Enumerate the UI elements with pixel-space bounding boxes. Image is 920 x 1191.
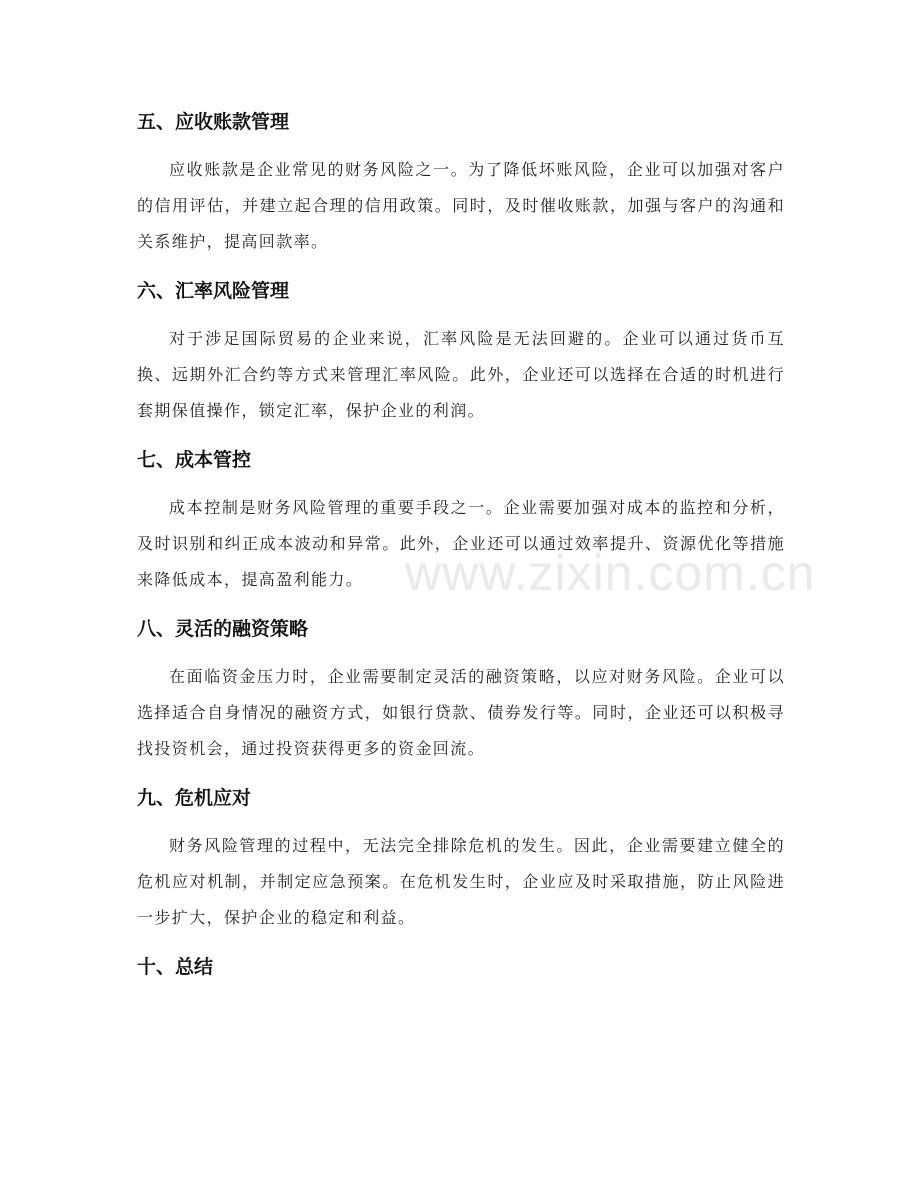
section-paragraph: 对于涉足国际贸易的企业来说，汇率风险是无法回避的。企业可以通过货币互换、远期外汇合约等方式来管理汇率风险。此外，企业还可以选择在合适的时机进行套期保值操作，锁定汇率，保护企业的利润。 bbox=[137, 329, 785, 420]
section-heading: 十、总结 bbox=[137, 956, 214, 978]
watermark: www.zixin.com.cn bbox=[405, 545, 816, 601]
section-paragraph: 应收账款是企业常见的财务风险之一。为了降低坏账风险，企业可以加强对客户的信用评估，并建立起合理的信用政策。同时，及时催收账款，加强与客户的沟通和关系维护，提高回款率。 bbox=[137, 160, 785, 251]
section-cost-control bbox=[137, 442, 785, 598]
section-financing-strategy bbox=[137, 611, 785, 767]
section-crisis-response bbox=[137, 780, 785, 936]
section-paragraph: 成本控制是财务风险管理的重要手段之一。企业需要加强对成本的监控和分析，及时识别和纠正成本波动和异常。此外，企业还可以通过效率提升、资源优化等措施来降低成本，提高盈利能力。 bbox=[137, 498, 785, 589]
section-heading: 八、灵活的融资策略 bbox=[137, 618, 309, 640]
section-exchange-rate-risk bbox=[137, 273, 785, 429]
section-heading: 六、汇率风险管理 bbox=[137, 280, 290, 302]
section-heading: 九、危机应对 bbox=[137, 787, 252, 809]
section-paragraph: 在面临资金压力时，企业需要制定灵活的融资策略，以应对财务风险。企业可以选择适合自身情况的融资方式，如银行贷款、债券发行等。同时，企业还可以积极寻找投资机会，通过投资获得更多的资金回流。 bbox=[137, 667, 785, 758]
document-content bbox=[137, 104, 785, 997]
section-accounts-receivable bbox=[137, 104, 785, 260]
section-paragraph: 财务风险管理的过程中，无法完全排除危机的发生。因此，企业需要建立健全的危机应对机制，并制定应急预案。在危机发生时，企业应及时采取措施，防止风险进一步扩大，保护企业的稳定和利益。 bbox=[137, 836, 785, 927]
section-heading: 七、成本管控 bbox=[137, 449, 252, 471]
section-summary bbox=[137, 949, 785, 985]
section-heading: 五、应收账款管理 bbox=[137, 111, 290, 133]
